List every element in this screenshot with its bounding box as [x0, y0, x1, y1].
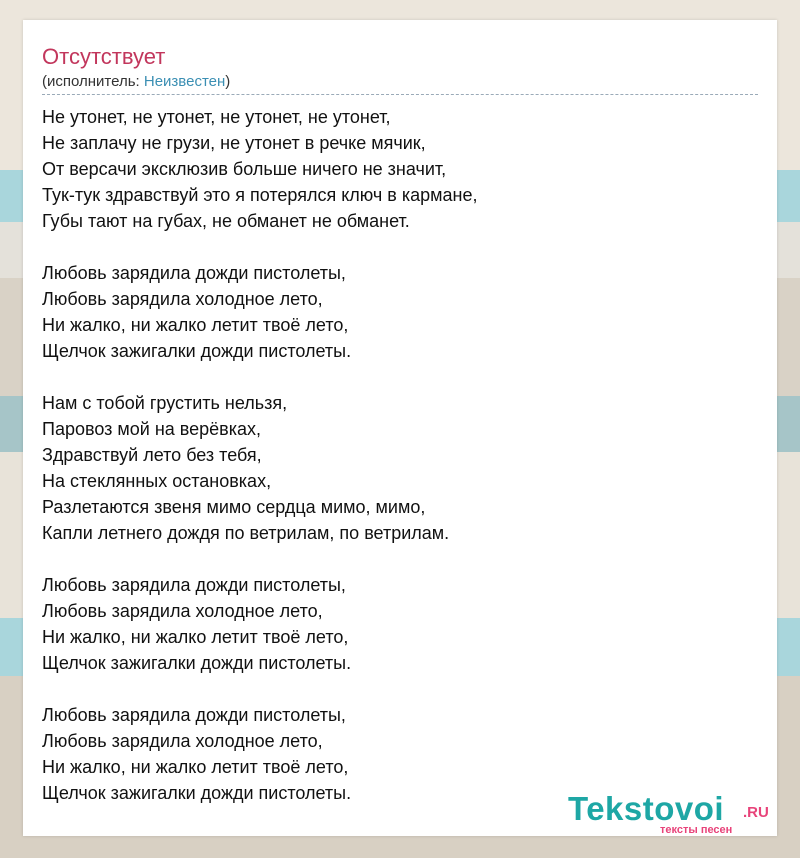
stanza-gap: [42, 676, 477, 702]
lyric-line: Губы тают на губах, не обманет не обманет.: [42, 211, 410, 231]
lyric-line: Разлетаются звеня мимо сердца мимо, мимо,: [42, 497, 426, 517]
lyric-line: Любовь зарядила дожди пистолеты,: [42, 705, 346, 725]
logo-tld: .RU: [743, 804, 769, 821]
lyric-line: Любовь зарядила холодное лето,: [42, 289, 323, 309]
lyric-line: Щелчок зажигалки дожди пистолеты.: [42, 653, 352, 673]
artist-prefix: (исполнитель:: [42, 73, 144, 90]
stanza: [42, 702, 477, 806]
lyric-line: Щелчок зажигалки дожди пистолеты.: [42, 341, 352, 361]
lyric-line: Не утонет, не утонет, не утонет, не утонет,: [42, 107, 391, 127]
logo-tagline: тексты песен: [660, 824, 733, 836]
lyric-line: Здравствуй лето без тебя,: [42, 445, 262, 465]
stanza: [42, 390, 477, 546]
lyric-line: Любовь зарядила холодное лето,: [42, 731, 323, 751]
artist-line: [42, 73, 758, 95]
stanza-gap: [42, 364, 477, 390]
logo-main-text: Tekstovoi: [568, 790, 725, 827]
song-title: Отсутствует: [42, 44, 166, 69]
stanza: [42, 104, 477, 234]
lyric-line: Нам с тобой грустить нельзя,: [42, 393, 288, 413]
stanza: [42, 260, 477, 364]
lyric-line: Ни жалко, ни жалко летит твоё лето,: [42, 627, 349, 647]
lyric-line: Щелчок зажигалки дожди пистолеты.: [42, 783, 352, 803]
lyrics-card: [23, 20, 777, 836]
lyrics-text: [42, 104, 477, 806]
lyric-line: Паровоз мой на верёвках,: [42, 419, 262, 439]
lyric-line: На стеклянных остановках,: [42, 471, 272, 491]
lyric-line: Тук-тук здравствуй это я потерялся ключ в кармане,: [42, 185, 478, 205]
lyric-line: Любовь зарядила дожди пистолеты,: [42, 263, 346, 283]
lyric-line: Ни жалко, ни жалко летит твоё лето,: [42, 757, 349, 777]
tekstovoi-logo: [568, 790, 778, 836]
lyric-line: Капли летнего дождя по ветрилам, по ветрилам.: [42, 523, 450, 543]
stanza: [42, 572, 477, 676]
stanza-gap: [42, 546, 477, 572]
lyric-line: Любовь зарядила холодное лето,: [42, 601, 323, 621]
lyric-line: От версачи эксклюзив больше ничего не значит,: [42, 159, 447, 179]
artist-link[interactable]: Неизвестен: [143, 73, 226, 90]
artist-suffix: ): [225, 73, 231, 90]
lyric-line: Ни жалко, ни жалко летит твоё лето,: [42, 315, 349, 335]
stanza-gap: [42, 234, 477, 260]
lyric-line: Не заплачу не грузи, не утонет в речке мячик,: [42, 133, 426, 153]
lyric-line: Любовь зарядила дожди пистолеты,: [42, 575, 346, 595]
